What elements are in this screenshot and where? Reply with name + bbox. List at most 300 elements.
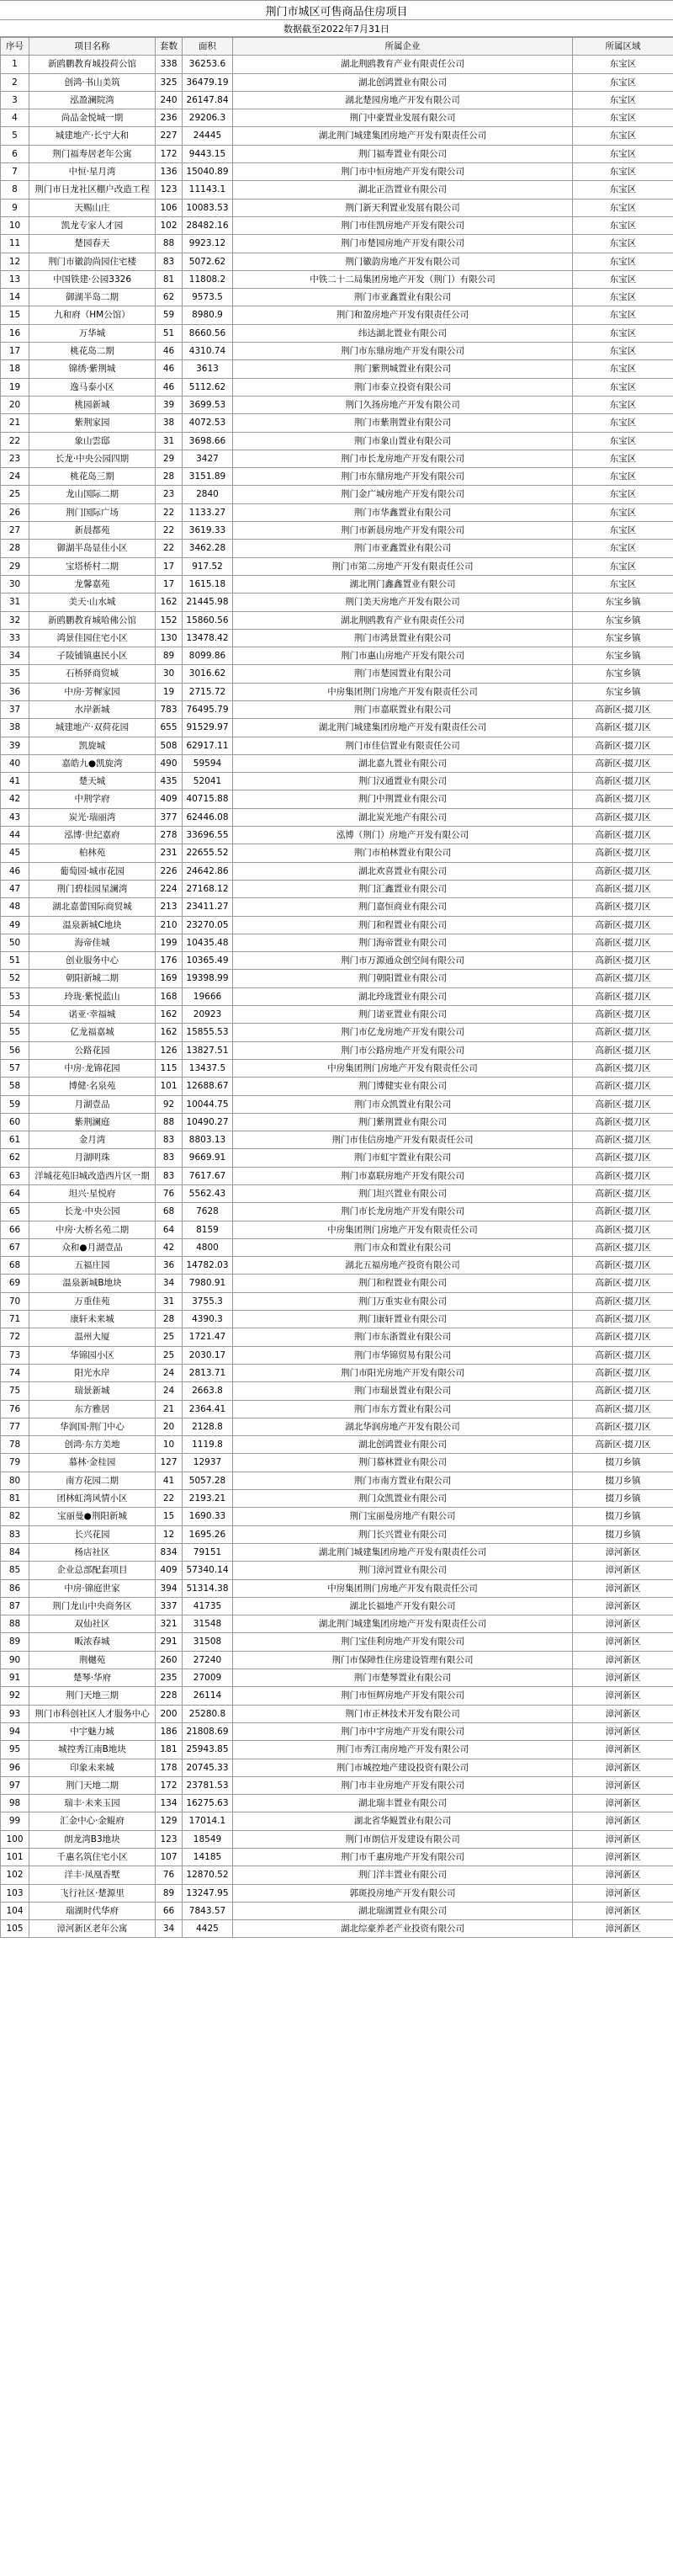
table-row (1, 109, 673, 127)
cell-company: 荆门紫荆置业有限公司 (233, 1113, 573, 1131)
cell-project-name: 荆门碧桂园星澜湾 (29, 880, 156, 897)
table-row (1, 145, 673, 162)
cell-units: 199 (156, 934, 183, 951)
cell-units: 129 (156, 1812, 183, 1830)
table-row (1, 1669, 673, 1687)
cell-area: 5072.62 (183, 253, 233, 270)
cell-units: 41 (156, 1472, 183, 1489)
cell-project-name: 飞行社区·楚源里 (29, 1884, 156, 1902)
cell-project-name: 水岸新城 (29, 700, 156, 718)
cell-seq: 43 (1, 808, 29, 826)
cell-units: 64 (156, 1221, 183, 1238)
cell-project-name: 中房·大桥名苑二期 (29, 1221, 156, 1238)
cell-area: 17014.1 (183, 1812, 233, 1830)
cell-district: 漳河新区 (573, 1705, 673, 1722)
cell-district: 高新区·掇刀区 (573, 952, 673, 970)
cell-company: 郭斑投房地产开发有限公司 (233, 1884, 573, 1902)
cell-seq: 52 (1, 970, 29, 987)
cell-district: 高新区·掇刀区 (573, 737, 673, 754)
cell-project-name: 凯旋城 (29, 737, 156, 754)
cell-company: 荆门市中恒房地产开发有限公司 (233, 163, 573, 181)
cell-project-name: 城控秀江南B地块 (29, 1741, 156, 1759)
cell-company: 中房集团荆门房地产开发有限责任公司 (233, 683, 573, 700)
cell-district: 漳河新区 (573, 1795, 673, 1812)
cell-area: 5562.43 (183, 1185, 233, 1203)
cell-units: 83 (156, 1167, 183, 1184)
cell-district: 高新区·掇刀区 (573, 862, 673, 880)
cell-area: 10083.53 (183, 199, 233, 216)
cell-project-name: 公路花园 (29, 1041, 156, 1059)
cell-district: 高新区·掇刀区 (573, 1041, 673, 1059)
table-row (1, 1041, 673, 1059)
cell-seq: 97 (1, 1776, 29, 1794)
cell-units: 46 (156, 378, 183, 396)
cell-area: 8980.9 (183, 306, 233, 324)
table-row (1, 1454, 673, 1472)
table-row (1, 1615, 673, 1633)
cell-seq: 74 (1, 1364, 29, 1381)
table-row (1, 1167, 673, 1184)
table-row (1, 1400, 673, 1418)
cell-project-name: 洋城花苑旧城改造西片区一期 (29, 1167, 156, 1184)
table-row (1, 1221, 673, 1238)
table-row (1, 808, 673, 826)
cell-area: 2128.8 (183, 1418, 233, 1435)
cell-units: 46 (156, 343, 183, 360)
cell-units: 783 (156, 700, 183, 718)
cell-units: 126 (156, 1041, 183, 1059)
cell-project-name: 宝丽曼●荆阳新城 (29, 1508, 156, 1525)
cell-project-name: 逸马泰小区 (29, 378, 156, 396)
table-body (1, 56, 673, 1938)
cell-company: 荆门新天利置业发展有限公司 (233, 199, 573, 216)
cell-company: 湖北欢喜置业有限公司 (233, 862, 573, 880)
cell-seq: 67 (1, 1238, 29, 1256)
cell-seq: 76 (1, 1400, 29, 1418)
table-row (1, 1203, 673, 1221)
cell-seq: 46 (1, 862, 29, 880)
cell-project-name: 万重佳苑 (29, 1292, 156, 1310)
cell-area: 917.52 (183, 557, 233, 575)
cell-project-name: 新鸥鹏教育城哈佛公馆 (29, 611, 156, 629)
cell-district: 东宝乡镇 (573, 611, 673, 629)
cell-project-name: 湖北嘉蕾国际商贸城 (29, 898, 156, 916)
cell-district: 东宝区 (573, 396, 673, 413)
cell-seq: 50 (1, 934, 29, 951)
cell-area: 11143.1 (183, 181, 233, 199)
cell-district: 漳河新区 (573, 1902, 673, 1919)
table-row (1, 343, 673, 360)
cell-district: 高新区·掇刀区 (573, 1113, 673, 1131)
cell-units: 29 (156, 450, 183, 467)
cell-units: 24 (156, 1382, 183, 1400)
cell-units: 130 (156, 629, 183, 647)
cell-area: 1133.27 (183, 503, 233, 521)
cell-project-name: 企业总部配套项目 (29, 1562, 156, 1579)
table-row (1, 1311, 673, 1328)
cell-project-name: 温泉新城C地块 (29, 916, 156, 934)
cell-project-name: 龙馨嘉苑 (29, 575, 156, 593)
cell-district: 东宝区 (573, 432, 673, 450)
cell-company: 荆门市泰立投资有限公司 (233, 378, 573, 396)
cell-district: 掇刀乡镇 (573, 1490, 673, 1508)
table-row (1, 575, 673, 593)
cell-seq: 105 (1, 1920, 29, 1938)
cell-project-name: 慕林·金桂园 (29, 1454, 156, 1472)
cell-seq: 92 (1, 1687, 29, 1705)
cell-district: 高新区·掇刀区 (573, 1382, 673, 1400)
cell-project-name: 象山雲邸 (29, 432, 156, 450)
cell-district: 漳河新区 (573, 1651, 673, 1669)
cell-area: 9923.12 (183, 235, 233, 253)
cell-district: 掇刀乡镇 (573, 1508, 673, 1525)
cell-units: 92 (156, 1095, 183, 1113)
cell-company: 湖北省华鲲置业有限公司 (233, 1812, 573, 1830)
cell-district: 高新区·掇刀区 (573, 1238, 673, 1256)
cell-company: 荆门市众和置业有限公司 (233, 1238, 573, 1256)
cell-project-name: 瑞丰·未来玉园 (29, 1795, 156, 1812)
cell-district: 东宝区 (573, 360, 673, 378)
cell-area: 5057.28 (183, 1472, 233, 1489)
cell-company: 荆门市亚鑫置业有限公司 (233, 289, 573, 306)
cell-area: 10435.48 (183, 934, 233, 951)
cell-units: 278 (156, 827, 183, 844)
cell-area: 16275.63 (183, 1795, 233, 1812)
cell-company: 荆门市华鑫置业有限公司 (233, 503, 573, 521)
cell-company: 荆门博健实业有限公司 (233, 1078, 573, 1095)
cell-seq: 80 (1, 1472, 29, 1489)
cell-area: 3462.28 (183, 540, 233, 557)
cell-seq: 58 (1, 1078, 29, 1095)
cell-district: 高新区·掇刀区 (573, 1292, 673, 1310)
cell-area: 36253.6 (183, 56, 233, 73)
table-row (1, 1382, 673, 1400)
cell-project-name: 月湖明珠 (29, 1149, 156, 1167)
cell-seq: 26 (1, 503, 29, 521)
cell-company: 荆门市千惠房地产开发有限公司 (233, 1848, 573, 1865)
table-row (1, 360, 673, 378)
table-row (1, 593, 673, 611)
cell-district: 东宝区 (573, 343, 673, 360)
cell-units: 81 (156, 270, 183, 288)
cell-area: 23270.05 (183, 916, 233, 934)
cell-units: 30 (156, 665, 183, 683)
cell-units: 106 (156, 199, 183, 216)
cell-area: 1695.26 (183, 1525, 233, 1543)
cell-company: 荆门中荆置业有限公司 (233, 790, 573, 808)
cell-project-name: 凯龙专家人才园 (29, 216, 156, 234)
cell-district: 东宝区 (573, 235, 673, 253)
cell-units: 59 (156, 306, 183, 324)
cell-project-name: 荆门龙山中央商务区 (29, 1597, 156, 1615)
cell-units: 21 (156, 1400, 183, 1418)
cell-company: 荆门市第二房地产开发有限责任公司 (233, 557, 573, 575)
cell-units: 107 (156, 1848, 183, 1865)
table-row (1, 486, 673, 503)
cell-district: 漳河新区 (573, 1884, 673, 1902)
cell-district: 东宝区 (573, 253, 673, 270)
header-project-name: 项目名称 (29, 38, 156, 56)
cell-project-name: 众和●月湖壹品 (29, 1238, 156, 1256)
cell-district: 高新区·掇刀区 (573, 1418, 673, 1435)
cell-company: 荆门紫荆城置业有限公司 (233, 360, 573, 378)
cell-project-name: 柏林苑 (29, 844, 156, 862)
cell-units: 12 (156, 1525, 183, 1543)
cell-units: 22 (156, 540, 183, 557)
cell-seq: 10 (1, 216, 29, 234)
cell-units: 42 (156, 1238, 183, 1256)
cell-project-name: 紫荆澜庭 (29, 1113, 156, 1131)
cell-project-name: 宝塔桥村二期 (29, 557, 156, 575)
cell-company: 荆门市中宇房地产开发有限公司 (233, 1722, 573, 1740)
cell-project-name: 城建地产·长宁大和 (29, 127, 156, 145)
cell-company: 荆门洋丰置业有限公司 (233, 1866, 573, 1884)
table-row (1, 737, 673, 754)
cell-seq: 49 (1, 916, 29, 934)
cell-area: 4425 (183, 1920, 233, 1938)
cell-company: 荆门市保障性住房建设管理有限公司 (233, 1651, 573, 1669)
cell-project-name: 美天·山水城 (29, 593, 156, 611)
cell-area: 2030.17 (183, 1346, 233, 1364)
cell-company: 荆门市东鼎房地产开发有限公司 (233, 468, 573, 486)
cell-seq: 77 (1, 1418, 29, 1435)
cell-area: 19398.99 (183, 970, 233, 987)
cell-area: 91529.97 (183, 719, 233, 737)
cell-area: 21445.98 (183, 593, 233, 611)
cell-company: 荆门市新晨房地产开发有限公司 (233, 522, 573, 540)
cell-project-name: 畈浓春城 (29, 1633, 156, 1651)
cell-district: 东宝区 (573, 575, 673, 593)
cell-seq: 1 (1, 56, 29, 73)
cell-seq: 96 (1, 1759, 29, 1776)
cell-units: 169 (156, 970, 183, 987)
cell-project-name: 天赐山庄 (29, 199, 156, 216)
cell-area: 1119.8 (183, 1436, 233, 1454)
cell-project-name: 中国铁建·公园3326 (29, 270, 156, 288)
cell-area: 9443.15 (183, 145, 233, 162)
table-row (1, 270, 673, 288)
cell-seq: 82 (1, 1508, 29, 1525)
cell-seq: 40 (1, 754, 29, 772)
cell-area: 24445 (183, 127, 233, 145)
table-row (1, 1095, 673, 1113)
cell-project-name: 嘉皓九●凯旋湾 (29, 754, 156, 772)
table-row (1, 1418, 673, 1435)
cell-units: 76 (156, 1866, 183, 1884)
cell-units: 409 (156, 790, 183, 808)
cell-area: 15855.53 (183, 1024, 233, 1041)
table-row (1, 1508, 673, 1525)
cell-units: 51 (156, 324, 183, 342)
cell-district: 东宝区 (573, 109, 673, 127)
cell-project-name: 新晨都苑 (29, 522, 156, 540)
table-row (1, 557, 673, 575)
cell-project-name: 瑞湖时代华府 (29, 1902, 156, 1919)
cell-project-name: 长兴花园 (29, 1525, 156, 1543)
cell-area: 27009 (183, 1669, 233, 1687)
cell-district: 掇刀乡镇 (573, 1525, 673, 1543)
cell-company: 荆门康轩置业有限公司 (233, 1311, 573, 1328)
header-row (1, 38, 673, 56)
cell-area: 4072.53 (183, 414, 233, 432)
cell-units: 200 (156, 1705, 183, 1722)
cell-company: 荆门市华锦贸易有限公司 (233, 1346, 573, 1364)
cell-district: 高新区·掇刀区 (573, 719, 673, 737)
table-row (1, 1346, 673, 1364)
cell-area: 8099.86 (183, 647, 233, 665)
table-row (1, 1759, 673, 1776)
cell-units: 236 (156, 109, 183, 127)
cell-seq: 9 (1, 199, 29, 216)
cell-company: 荆门慕林置业有限公司 (233, 1454, 573, 1472)
cell-company: 荆门市佳凯房地产开发有限公司 (233, 216, 573, 234)
cell-district: 东宝区 (573, 468, 673, 486)
cell-seq: 2 (1, 73, 29, 91)
cell-project-name: 石桥驿商贸城 (29, 665, 156, 683)
cell-district: 高新区·掇刀区 (573, 700, 673, 718)
cell-district: 高新区·掇刀区 (573, 827, 673, 844)
table-row (1, 647, 673, 665)
cell-district: 高新区·掇刀区 (573, 1078, 673, 1095)
table-row (1, 629, 673, 647)
cell-district: 东宝区 (573, 56, 673, 73)
cell-company: 荆门和程置业有限公司 (233, 1275, 573, 1292)
table-row (1, 91, 673, 109)
cell-company: 荆门市东方置业有限公司 (233, 1400, 573, 1418)
cell-seq: 88 (1, 1615, 29, 1633)
cell-district: 高新区·掇刀区 (573, 1328, 673, 1346)
cell-district: 东宝区 (573, 378, 673, 396)
cell-seq: 42 (1, 790, 29, 808)
cell-units: 89 (156, 1884, 183, 1902)
cell-company: 荆门市楚园房地产开发有限公司 (233, 235, 573, 253)
cell-units: 325 (156, 73, 183, 91)
cell-seq: 51 (1, 952, 29, 970)
cell-seq: 61 (1, 1131, 29, 1149)
cell-seq: 33 (1, 629, 29, 647)
cell-project-name: 五福庄园 (29, 1257, 156, 1275)
cell-area: 18549 (183, 1830, 233, 1848)
cell-district: 东宝乡镇 (573, 647, 673, 665)
cell-seq: 70 (1, 1292, 29, 1310)
cell-project-name: 千惠名筑住宅小区 (29, 1848, 156, 1865)
cell-area: 3755.3 (183, 1292, 233, 1310)
table-row (1, 754, 673, 772)
table-row (1, 1884, 673, 1902)
cell-company: 荆门市瑞景置业有限公司 (233, 1382, 573, 1400)
cell-project-name: 杨店社区 (29, 1543, 156, 1561)
cell-area: 20745.33 (183, 1759, 233, 1776)
cell-units: 224 (156, 880, 183, 897)
cell-area: 26147.84 (183, 91, 233, 109)
cell-units: 34 (156, 1275, 183, 1292)
cell-area: 10490.27 (183, 1113, 233, 1131)
cell-seq: 17 (1, 343, 29, 360)
cell-seq: 62 (1, 1149, 29, 1167)
cell-district: 掇刀乡镇 (573, 1472, 673, 1489)
cell-company: 中房集团荆门房地产开发有限责任公司 (233, 1059, 573, 1077)
cell-units: 213 (156, 898, 183, 916)
cell-seq: 69 (1, 1275, 29, 1292)
cell-district: 高新区·掇刀区 (573, 1311, 673, 1328)
cell-district: 东宝区 (573, 414, 673, 432)
cell-units: 23 (156, 486, 183, 503)
cell-company: 泓博（荆门）房地产开发有限公司 (233, 827, 573, 844)
cell-company: 荆门市城控地产建设投资有限公司 (233, 1759, 573, 1776)
cell-project-name: 荆门市徽韵尚园住宅楼 (29, 253, 156, 270)
cell-project-name: 龙山国际二期 (29, 486, 156, 503)
cell-seq: 4 (1, 109, 29, 127)
cell-company: 荆门海帝置业有限公司 (233, 934, 573, 951)
table-row (1, 181, 673, 199)
cell-units: 134 (156, 1795, 183, 1812)
table-row (1, 73, 673, 91)
cell-district: 漳河新区 (573, 1741, 673, 1759)
table-row (1, 199, 673, 216)
cell-units: 152 (156, 611, 183, 629)
cell-project-name: 泓博·世纪嘉府 (29, 827, 156, 844)
cell-project-name: 长龙·中央公园四期 (29, 450, 156, 467)
cell-area: 7980.91 (183, 1275, 233, 1292)
cell-project-name: 锦绣·紫荆城 (29, 360, 156, 378)
cell-seq: 85 (1, 1562, 29, 1579)
cell-seq: 12 (1, 253, 29, 270)
cell-district: 漳河新区 (573, 1615, 673, 1633)
cell-area: 41735 (183, 1597, 233, 1615)
cell-area: 12937 (183, 1454, 233, 1472)
cell-company: 中房集团荆门房地产开发有限责任公司 (233, 1579, 573, 1597)
cell-seq: 104 (1, 1902, 29, 1919)
cell-units: 22 (156, 503, 183, 521)
table-row (1, 952, 673, 970)
cell-seq: 90 (1, 1651, 29, 1669)
cell-company: 荆门美天房地产开发有限公司 (233, 593, 573, 611)
cell-company: 湖北创鸿置业有限公司 (233, 73, 573, 91)
cell-seq: 65 (1, 1203, 29, 1221)
cell-units: 231 (156, 844, 183, 862)
cell-company: 荆门市万源通众创空间有限公司 (233, 952, 573, 970)
cell-project-name: 中房·锦庭世家 (29, 1579, 156, 1597)
cell-project-name: 荆门天地三期 (29, 1687, 156, 1705)
cell-company: 荆门中豪置业发展有限公司 (233, 109, 573, 127)
cell-district: 漳河新区 (573, 1597, 673, 1615)
cell-units: 83 (156, 253, 183, 270)
cell-district: 东宝区 (573, 127, 673, 145)
cell-district: 东宝区 (573, 216, 673, 234)
cell-company: 荆门汉通置业有限公司 (233, 773, 573, 790)
cell-company: 荆门市长龙房地产开发有限公司 (233, 1203, 573, 1221)
cell-seq: 45 (1, 844, 29, 862)
cell-project-name: 洋丰·凤凰香墅 (29, 1866, 156, 1884)
cell-seq: 54 (1, 1006, 29, 1024)
cell-area: 2364.41 (183, 1400, 233, 1418)
header-seq: 序号 (1, 38, 29, 56)
cell-units: 28 (156, 1311, 183, 1328)
cell-seq: 47 (1, 880, 29, 897)
cell-area: 21808.69 (183, 1722, 233, 1740)
cell-district: 高新区·掇刀区 (573, 1149, 673, 1167)
cell-units: 31 (156, 432, 183, 450)
cell-seq: 28 (1, 540, 29, 557)
cell-district: 漳河新区 (573, 1543, 673, 1561)
cell-area: 1690.33 (183, 1508, 233, 1525)
cell-area: 5112.62 (183, 378, 233, 396)
table-row (1, 1113, 673, 1131)
cell-project-name: 泓盈澜院湾 (29, 91, 156, 109)
table-row (1, 1866, 673, 1884)
cell-company: 荆门市佳信置业有限责任公司 (233, 737, 573, 754)
cell-seq: 63 (1, 1167, 29, 1184)
